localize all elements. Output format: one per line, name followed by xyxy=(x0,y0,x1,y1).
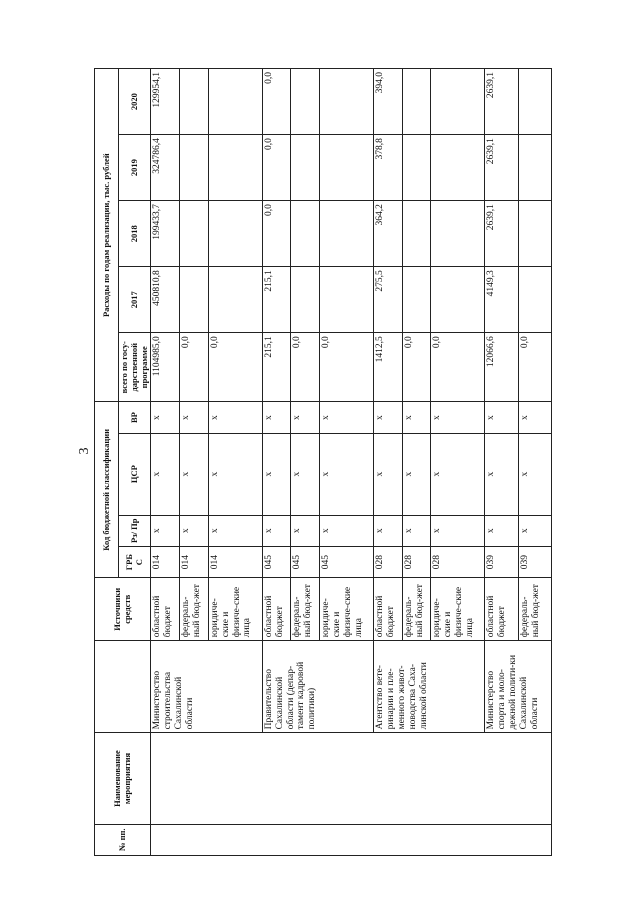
cell-source: областной бюджет xyxy=(262,578,291,641)
cell-2017 xyxy=(291,267,320,333)
cell-grbs: 014 xyxy=(180,546,209,577)
header-name: Наименование мероприятия xyxy=(95,733,151,824)
cell-source: федераль-ный бюд-жет xyxy=(291,578,320,641)
cell-rzpr: x xyxy=(402,515,431,546)
cell-rzpr: x xyxy=(291,515,320,546)
cell-grbs: 045 xyxy=(320,546,374,577)
cell-total: 0,0 xyxy=(180,333,209,402)
cell-csr: x xyxy=(431,433,485,515)
cell-vr: x xyxy=(291,402,320,433)
header-executor xyxy=(95,641,151,733)
cell-num xyxy=(151,824,552,855)
cell-2019 xyxy=(518,135,551,201)
cell-vr: x xyxy=(518,402,551,433)
budget-table-rotated xyxy=(94,68,552,856)
cell-2018 xyxy=(320,201,374,267)
cell-rzpr: x xyxy=(518,515,551,546)
header-2018: 2018 xyxy=(119,201,151,267)
cell-vr: x xyxy=(151,402,180,433)
cell-2020: 0,0 xyxy=(262,69,291,135)
cell-grbs: 028 xyxy=(431,546,485,577)
cell-2020: 2639,1 xyxy=(485,69,518,135)
cell-2018 xyxy=(291,201,320,267)
cell-2020 xyxy=(180,69,209,135)
cell-2020: 394,0 xyxy=(374,69,403,135)
cell-source: федераль-ный бюд-жет xyxy=(180,578,209,641)
cell-csr: x xyxy=(485,433,518,515)
cell-2018: 364,2 xyxy=(374,201,403,267)
cell-executor: Министерство спорта и моло-дежной полити-ки Сахалинской области xyxy=(485,641,552,733)
cell-executor: Правительство Сахалинской области (депар-тамент кадровой политики) xyxy=(262,641,373,733)
header-rzpr: Рз/ Пр xyxy=(119,515,151,546)
cell-csr: x xyxy=(180,433,209,515)
cell-grbs: 014 xyxy=(208,546,262,577)
header-2019: 2019 xyxy=(119,135,151,201)
cell-rzpr: x xyxy=(208,515,262,546)
cell-csr: x xyxy=(208,433,262,515)
header-code-group: Код бюджетной классификации xyxy=(95,402,119,578)
cell-2020 xyxy=(518,69,551,135)
cell-total: 0,0 xyxy=(402,333,431,402)
cell-csr: x xyxy=(374,433,403,515)
cell-2020 xyxy=(208,69,262,135)
cell-2017 xyxy=(402,267,431,333)
cell-csr: x xyxy=(320,433,374,515)
header-2017: 2017 xyxy=(119,267,151,333)
cell-2018 xyxy=(431,201,485,267)
cell-grbs: 028 xyxy=(374,546,403,577)
cell-vr: x xyxy=(208,402,262,433)
cell-rzpr: x xyxy=(431,515,485,546)
cell-total: 1104985,0 xyxy=(151,333,180,402)
cell-rzpr: x xyxy=(180,515,209,546)
cell-2018: 0,0 xyxy=(262,201,291,267)
cell-2020 xyxy=(431,69,485,135)
cell-csr: x xyxy=(402,433,431,515)
cell-2019 xyxy=(402,135,431,201)
cell-vr: x xyxy=(320,402,374,433)
cell-2017 xyxy=(208,267,262,333)
cell-vr: x xyxy=(262,402,291,433)
cell-grbs: 028 xyxy=(402,546,431,577)
cell-2017 xyxy=(180,267,209,333)
cell-2017 xyxy=(320,267,374,333)
cell-2019: 378,8 xyxy=(374,135,403,201)
cell-2020: 129954,1 xyxy=(151,69,180,135)
header-num: № пп. xyxy=(95,824,151,855)
cell-2020 xyxy=(291,69,320,135)
header-csr: ЦСР xyxy=(119,433,151,515)
header-expenses-group: Расходы по годам реализации, тыс. рублей xyxy=(95,69,119,402)
header-2020: 2020 xyxy=(119,69,151,135)
header-grbs: ГРБ С xyxy=(119,546,151,577)
header-total: всего по госу-дарственной программе xyxy=(119,333,151,402)
cell-2017 xyxy=(431,267,485,333)
cell-grbs: 045 xyxy=(291,546,320,577)
cell-source: юридиче-ские и физиче-ские лица xyxy=(208,578,262,641)
cell-2017 xyxy=(518,267,551,333)
cell-event-name xyxy=(151,733,552,824)
cell-grbs: 014 xyxy=(151,546,180,577)
cell-2017: 4149,3 xyxy=(485,267,518,333)
cell-2019: 2639,1 xyxy=(485,135,518,201)
cell-2019 xyxy=(180,135,209,201)
cell-rzpr: x xyxy=(151,515,180,546)
cell-2019 xyxy=(431,135,485,201)
budget-table-body xyxy=(151,69,552,856)
cell-csr: x xyxy=(518,433,551,515)
cell-source: областной бюджет xyxy=(374,578,403,641)
cell-rzpr: x xyxy=(374,515,403,546)
cell-csr: x xyxy=(262,433,291,515)
rotated-table-frame xyxy=(94,68,552,856)
cell-source: областной бюджет xyxy=(151,578,180,641)
cell-total: 215,1 xyxy=(262,333,291,402)
cell-vr: x xyxy=(402,402,431,433)
cell-2019 xyxy=(320,135,374,201)
cell-total: 0,0 xyxy=(431,333,485,402)
cell-grbs: 045 xyxy=(262,546,291,577)
cell-2018: 2639,1 xyxy=(485,201,518,267)
cell-total: 0,0 xyxy=(320,333,374,402)
cell-source: областной бюджет xyxy=(485,578,518,641)
page-number: 3 xyxy=(77,447,92,455)
cell-total: 0,0 xyxy=(291,333,320,402)
cell-2020 xyxy=(402,69,431,135)
cell-2018 xyxy=(402,201,431,267)
cell-source: федераль-ный бюд-жет xyxy=(402,578,431,641)
cell-2017: 215,1 xyxy=(262,267,291,333)
cell-executor: Министерство строительства Сахалинской области xyxy=(151,641,262,733)
cell-rzpr: x xyxy=(262,515,291,546)
budget-table xyxy=(94,68,552,856)
cell-2018: 199433,7 xyxy=(151,201,180,267)
cell-2018 xyxy=(180,201,209,267)
cell-2019 xyxy=(208,135,262,201)
cell-vr: x xyxy=(374,402,403,433)
cell-2017: 275,5 xyxy=(374,267,403,333)
cell-2020 xyxy=(320,69,374,135)
cell-rzpr: x xyxy=(485,515,518,546)
cell-vr: x xyxy=(431,402,485,433)
cell-2018 xyxy=(518,201,551,267)
cell-2018 xyxy=(208,201,262,267)
cell-vr: x xyxy=(485,402,518,433)
cell-total: 0,0 xyxy=(208,333,262,402)
cell-source: юридиче-ские и физиче-ские лица xyxy=(431,578,485,641)
cell-total: 0,0 xyxy=(518,333,551,402)
cell-2019: 0,0 xyxy=(262,135,291,201)
header-vr: ВР xyxy=(119,402,151,433)
cell-2019: 324786,4 xyxy=(151,135,180,201)
cell-total: 1412,5 xyxy=(374,333,403,402)
cell-2017: 450810,8 xyxy=(151,267,180,333)
cell-source: юридиче-ские и физиче-ские лица xyxy=(320,578,374,641)
cell-rzpr: x xyxy=(320,515,374,546)
cell-source: федераль-ный бюд-жет xyxy=(518,578,551,641)
cell-total: 12066,6 xyxy=(485,333,518,402)
cell-grbs: 039 xyxy=(485,546,518,577)
cell-2019 xyxy=(291,135,320,201)
table-row xyxy=(151,69,180,856)
header-source: Источники средств xyxy=(95,578,151,641)
cell-csr: x xyxy=(291,433,320,515)
cell-grbs: 039 xyxy=(518,546,551,577)
cell-csr: x xyxy=(151,433,180,515)
cell-executor: Агентство вете-ринарии и пле-менного живот-новодства Саха-линской области xyxy=(374,641,485,733)
cell-vr: x xyxy=(180,402,209,433)
